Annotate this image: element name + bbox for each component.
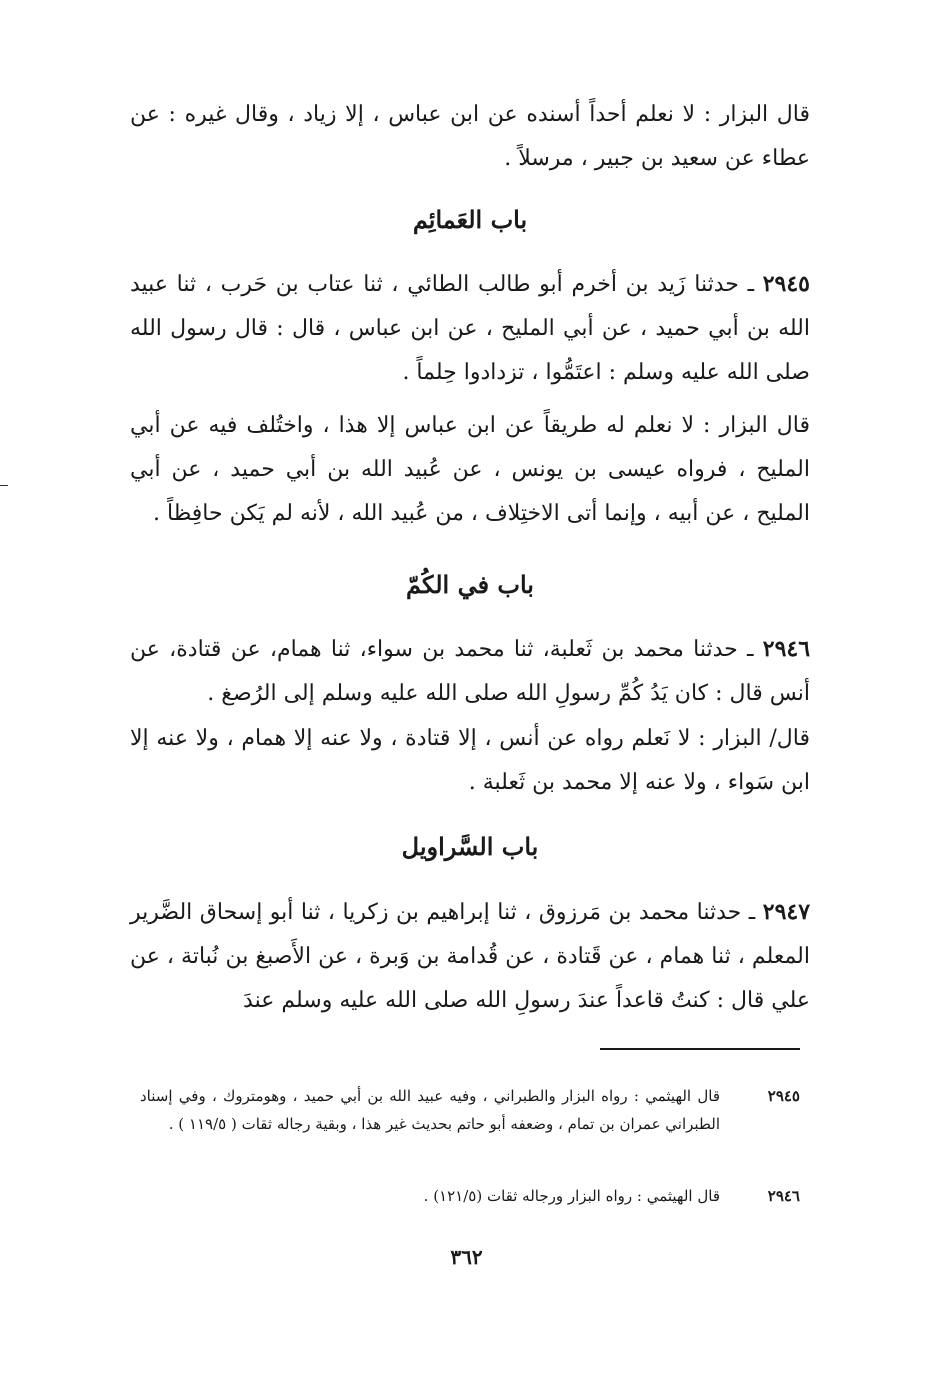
footnote-2945 — [140, 1082, 800, 1138]
hadith-number-2945: ٢٩٤٥ — [762, 271, 810, 297]
page-number: ٣٦٢ — [450, 1245, 483, 1269]
footnote-text: قال الهيثمي : رواه البزار والطبراني ، وفيه عبيد الله بن أبي حميد ، وهومتروك ، وفي إسناد الطبراني عمران بن تمام ، وضعفه أبو حاتم بحديث غير هذا ، وبقية رجاله ثقات ( ١١٩/٥ ) . — [140, 1087, 720, 1133]
scan-edge-mark — [0, 485, 8, 486]
hadith-2946: ٢٩٤٦ ـ حدثنا محمد بن ثَعلبة، ثنا محمد بن سواء، ثنا همام، عن قتادة، عن أنس قال : كان يَدُ كُمِّ رسولِ الله صلى الله عليه وسلم إلى الرُصغ . — [130, 636, 811, 706]
paragraph-bazzar-note-3: قال/ البزار : لا نَعلم رواه عن أنس ، إلا قتادة ، ولا عنه إلا همام ، ولا عنه إلا ابن سَواء ، ولا عنه إلا محمد بن ثَعلبة . — [130, 726, 810, 795]
hadith-2946-text: حدثنا محمد بن ثَعلبة، ثنا محمد بن سواء، ثنا همام، عن قتادة، عن أنس قال : كان يَدُ كُمِّ رسولِ الله صلى الله عليه وسلم إلى الرُصغ . — [130, 637, 810, 706]
hadith-2947: ٢٩٤٧ ـ حدثنا محمد بن مَرزوق ، ثنا إبراهيم بن زكريا ، ثنا أبو إسحاق الضَّرير المعلم ، ثنا همام ، عن قَتادة ، عن قُدامة بن وَبرة ، عن الأَصبغ بن نُباتة ، عن علي قال : كنتُ قاعداً عندَ رسولِ الله صلى الله عليه وسلم عندَ — [130, 899, 811, 1013]
footnote-separator — [600, 1048, 800, 1050]
hadith-2945-text: حدثنا زَيد بن أخرم أبو طالب الطائي ، ثنا عتاب بن حَرب ، ثنا عبيد الله بن أبي حميد ، عن أبي المليح ، عن ابن عباس ، قال : قال رسول الله صلى الله عليه وسلم : اعتَمُّوا ، تزدادوا حِلماً . — [130, 272, 810, 385]
footnote-number: ٢٩٤٥ — [767, 1087, 800, 1105]
footnote-text: قال الهيثمي : رواه البزار ورجاله ثقات (١٢١/٥) . — [423, 1187, 720, 1205]
heading-bab-al-amaim: باب العَمائِم — [412, 205, 528, 234]
hadith-2947-text: حدثنا محمد بن مَرزوق ، ثنا إبراهيم بن زكريا ، ثنا أبو إسحاق الضَّرير المعلم ، ثنا همام ، عن قَتادة ، عن قُدامة بن وَبرة ، عن الأَصبغ بن نُباتة ، عن علي قال : كنتُ قاعداً عندَ رسولِ الله صلى الله عليه وسلم عندَ — [130, 900, 810, 1013]
heading-bab-fi-al-kumm: باب في الكُمّ — [406, 570, 534, 599]
paragraph-bazzar-note-1: قال البزار : لا نعلم أحداً أسنده عن ابن عباس ، إلا زياد ، وقال غيره : عن عطاء عن سعيد بن جبير ، مرسلاً . — [130, 102, 810, 171]
hadith-number-2946: ٢٩٤٦ — [762, 636, 811, 662]
hadith-2945: ٢٩٤٥ ـ حدثنا زَيد بن أخرم أبو طالب الطائي ، ثنا عتاب بن حَرب ، ثنا عبيد الله بن أبي حميد ، عن أبي المليح ، عن ابن عباس ، قال : قال رسول الله صلى الله عليه وسلم : اعتَمُّوا ، تزدادوا حِلماً . — [130, 271, 810, 385]
paragraph-bazzar-note-2: قال البزار : لا نعلم له طريقاً عن ابن عباس إلا هذا ، واختُلف فيه عن أبي المليح ، فرواه عيسى بن يونس ، عن عُبيد الله بن أبي حميد ، عن أبي المليح ، عن أبيه ، وإنما أتى الاختِلاف ، من عُبيد الله ، لأنه لم يَكن حافِظاً . — [130, 413, 810, 526]
hadith-number-2947: ٢٩٤٧ — [762, 899, 811, 925]
heading-bab-al-sarawil: باب السَّراويل — [401, 832, 539, 861]
footnote-2946 — [140, 1182, 800, 1210]
footnote-number: ٢٩٤٦ — [767, 1187, 800, 1205]
